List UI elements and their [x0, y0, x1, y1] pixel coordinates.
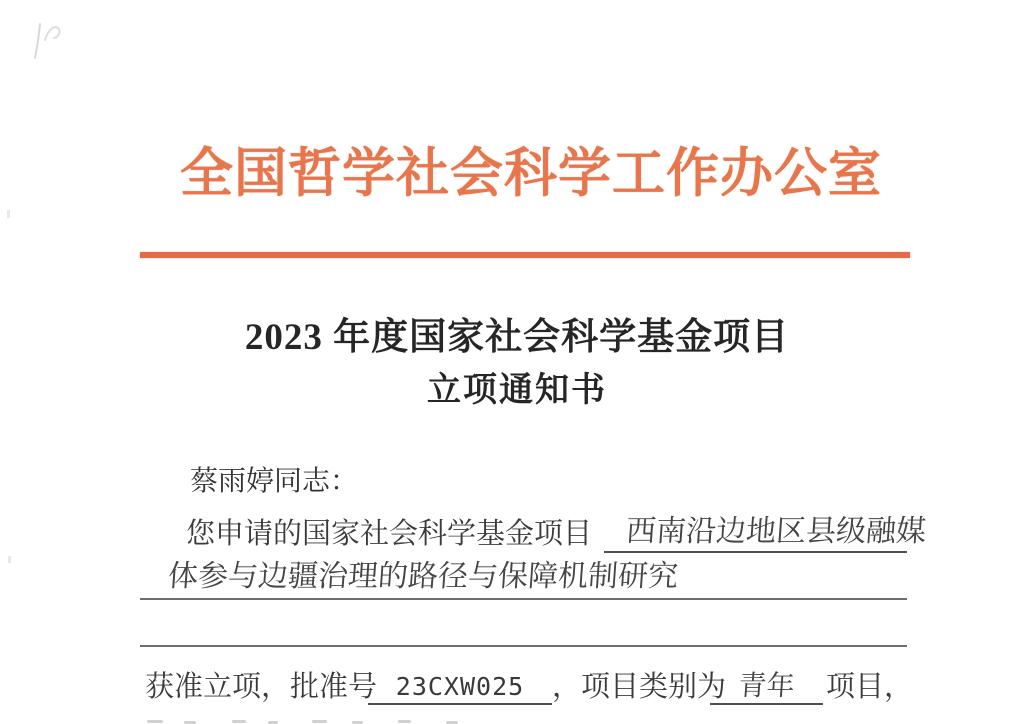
scan-artifact — [147, 720, 163, 723]
letterhead-divider-rule — [140, 252, 910, 258]
category-label-text: ，项目类别为 — [552, 671, 727, 703]
fill-in-underline-category — [710, 703, 823, 705]
document-title-line2: 立项通知书 — [427, 372, 607, 409]
scan-artifact — [312, 720, 327, 723]
scan-artifact — [8, 556, 11, 563]
fill-in-underline-project-line2 — [140, 598, 907, 600]
category-value-handwritten: 青年 — [737, 671, 796, 702]
document-title-line1: 2023 年度国家社会科学基金项目 — [244, 317, 790, 358]
fill-in-underline-project-line1 — [604, 551, 907, 553]
scan-artifact — [7, 210, 10, 218]
project-title-handwritten-part2: 体参与边疆治理的路径与保障机制研究 — [166, 560, 680, 593]
fill-in-underline-blank — [140, 645, 907, 647]
approval-prefix-text: 获准立项，批准号 — [145, 671, 378, 703]
fill-in-underline-approval-number — [368, 703, 552, 705]
pen-scribble-mark — [28, 16, 78, 61]
approval-number-value: 23CXW025 — [395, 672, 525, 701]
salutation: 蔡雨婷同志： — [190, 466, 359, 497]
scan-artifact — [232, 720, 246, 723]
project-title-handwritten-part1: 西南沿边地区县级融媒 — [624, 515, 928, 548]
letterhead-org-title: 全国哲学社会科学工作办公室 — [180, 145, 882, 203]
category-suffix-text: 项目， — [826, 671, 914, 703]
body-line1-printed: 您申请的国家社会科学基金项目 — [186, 518, 593, 550]
scan-artifact — [398, 720, 411, 723]
